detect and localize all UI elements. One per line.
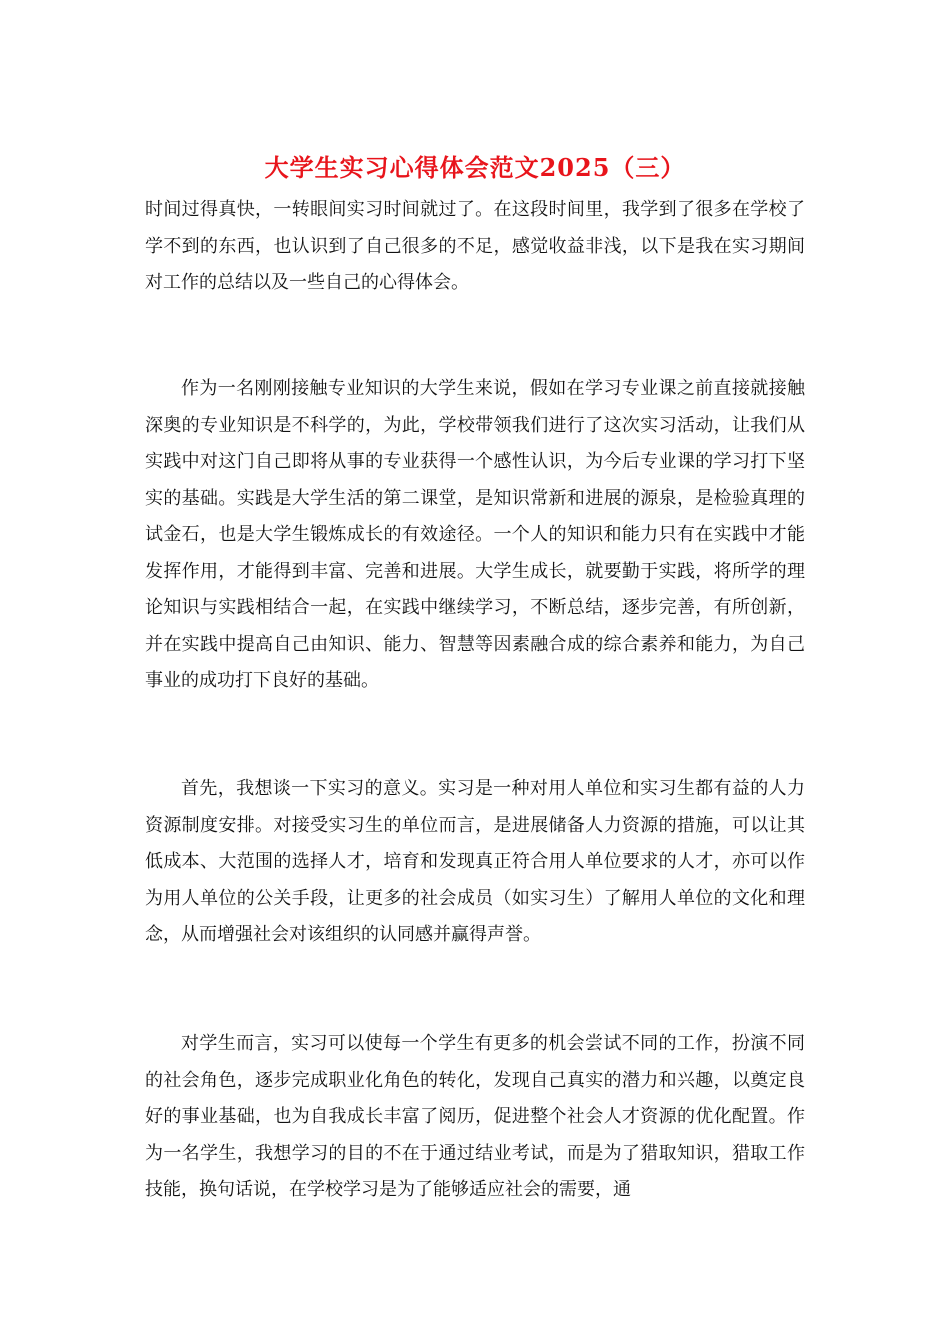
paragraph-students: 对学生而言，实习可以使每一个学生有更多的机会尝试不同的工作，扮演不同的社会角色，逐步完成职业化角色的转化，发现自己真实的潜力和兴趣，以奠定良好的事业基础，也为自我成长丰富了阅历，促进整个社会人才资源的优化配置。作为一名学生，我想学习的目的不在于通过结业考试，而是为了猎取知识，猎取工作技能，换句话说，在学校学习是为了能够适应社会的需要，通 bbox=[145, 1033, 805, 1200]
document-title: 大学生实习心得体会范文2025（三） bbox=[264, 153, 686, 182]
paragraph-intro: 时间过得真快，一转眼间实习时间就过了。在这段时间里，我学到了很多在学校了学不到的东西，也认识到了自己很多的不足，感觉收益非浅，以下是我在实习期间对工作的总结以及一些自己的心得体会。 bbox=[145, 199, 805, 293]
paragraph-meaning: 首先，我想谈一下实习的意义。实习是一种对用人单位和实习生都有益的人力资源制度安排。对接受实习生的单位而言，是进展储备人力资源的措施，可以让其低成本、大范围的选择人才，培育和发现真正符合用人单位要求的人才，亦可以作为用人单位的公关手段，让更多的社会成员（如实习生）了解用人单位的文化和理念，从而增强社会对该组织的认同感并赢得声誉。 bbox=[145, 778, 805, 945]
paragraph-practice: 作为一名刚刚接触专业知识的大学生来说，假如在学习专业课之前直接就接触深奥的专业知识是不科学的，为此，学校带领我们进行了这次实习活动，让我们从实践中对这门自己即将从事的专业获得一个感性认识，为今后专业课的学习打下坚实的基础。实践是大学生活的第二课堂，是知识常新和进展的源泉，是检验真理的试金石，也是大学生锻炼成长的有效途径。一个人的知识和能力只有在实践中才能发挥作用，才能得到丰富、完善和进展。大学生成长，就要勤于实践，将所学的理论知识与实践相结合一起，在实践中继续学习，不断总结，逐步完善，有所创新，并在实践中提高自己由知识、能力、智慧等因素融合成的综合素养和能力，为自己事业的成功打下良好的基础。 bbox=[145, 378, 805, 691]
